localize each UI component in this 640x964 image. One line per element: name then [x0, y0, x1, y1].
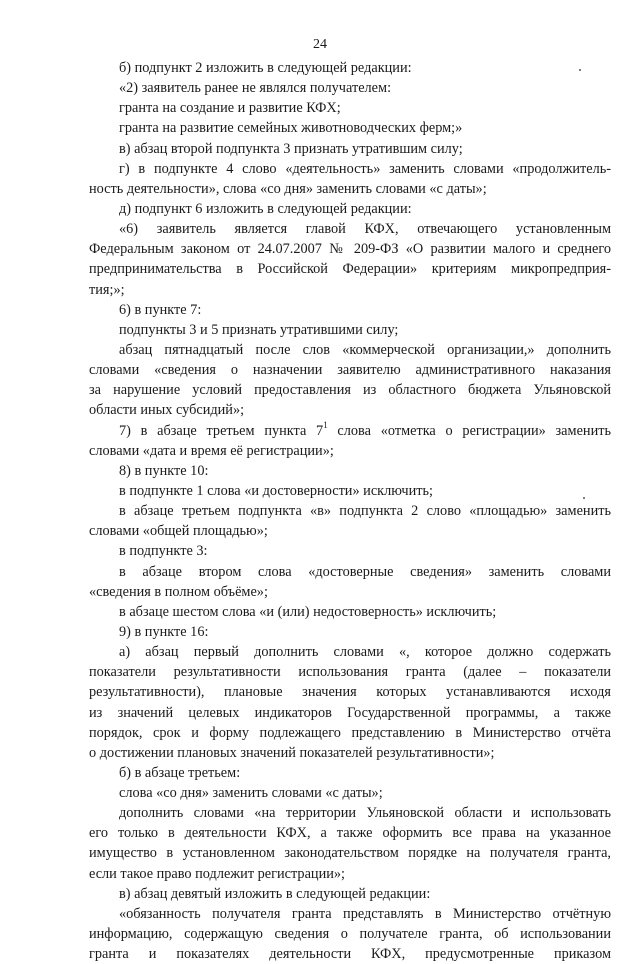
- text-line: [89, 924, 611, 944]
- text-line: [89, 461, 611, 481]
- text-line-content: имущество в установленном законодательством порядке на получателя гранта,: [89, 845, 611, 862]
- text-line-content: подпункты 3 и 5 признать утратившими силу;: [119, 321, 399, 338]
- text-line-content: в) абзац девятый изложить в следующей редакции:: [119, 885, 431, 902]
- text-line: [89, 98, 611, 118]
- text-line-content: словами «дата и время её регистрации»;: [89, 442, 334, 459]
- text-line: [89, 541, 611, 561]
- page-number: 24: [313, 37, 327, 52]
- text-line-content: в) абзац второй подпункта 3 признать утратившим силу;: [119, 140, 463, 157]
- text-line: [89, 300, 611, 320]
- text-line-content: «обязанность получателя гранта представлять в Министерство отчётную: [119, 905, 611, 922]
- text-line: [89, 159, 611, 179]
- text-line: [89, 662, 611, 682]
- text-line: [89, 884, 611, 904]
- text-line: [89, 280, 611, 300]
- text-line-content: гранта на развитие семейных животноводческих ферм;»: [119, 120, 463, 137]
- text-line-content: «6) заявитель является главой КФХ, отвечающего установленным: [119, 221, 611, 238]
- text-line: [89, 380, 611, 400]
- text-line-content: показатели результативности использования гранта (далее – показатели: [89, 664, 611, 681]
- text-line-content: в подпункте 1 слова «и достоверности» исключить;: [119, 482, 433, 499]
- text-line-content: порядок, срок и форму подлежащего представлению в Министерство отчёта: [89, 724, 611, 741]
- text-line: [89, 803, 611, 823]
- text-line: [89, 763, 611, 783]
- text-line: [89, 582, 611, 602]
- text-line-content: «сведения в полном объёме»;: [89, 583, 268, 600]
- text-line-content: б) в абзаце третьем:: [119, 764, 241, 781]
- text-line: [89, 521, 611, 541]
- text-line: [89, 320, 611, 340]
- text-line: [89, 441, 611, 461]
- text-line-content: гранта на создание и развитие КФХ;: [119, 100, 341, 117]
- text-line-continuation: слова «отметка о регистрации» заменить: [327, 422, 611, 439]
- text-line: [89, 843, 611, 863]
- text-line: [89, 360, 611, 380]
- text-line: [89, 783, 611, 803]
- text-line: [89, 219, 611, 239]
- text-line-content: абзац пятнадцатый после слов «коммерческой организации,» дополнить: [119, 341, 611, 358]
- text-line-content: д) подпункт 6 изложить в следующей редакции:: [119, 200, 412, 217]
- text-line: [89, 139, 611, 159]
- text-line-content: ность деятельности», слова «со дня» заменить словами «с даты»;: [89, 180, 487, 197]
- text-line-content: г) в подпункте 4 слово «деятельность» заменить словами «продолжитель-: [119, 160, 611, 177]
- text-line: [89, 501, 611, 521]
- text-line-content: 8) в пункте 10:: [119, 462, 209, 479]
- text-line-content: предпринимательства в Российской Федерации» критериям микропредприя-: [89, 261, 611, 278]
- text-line: [89, 944, 611, 964]
- text-line: [89, 602, 611, 622]
- text-line-content: дополнить словами «на территории Ульяновской области и использовать: [119, 805, 611, 822]
- text-line: [89, 904, 611, 924]
- scan-speck: [583, 497, 585, 499]
- text-line-content: 6) в пункте 7:: [119, 301, 202, 318]
- text-line: [89, 421, 611, 441]
- text-line-content: результативности), плановые значения которых устанавливаются исходя: [89, 684, 611, 701]
- text-line: [89, 622, 611, 642]
- text-line-content: б) подпункт 2 изложить в следующей редакции:: [119, 60, 412, 76]
- text-line-content: а) абзац первый дополнить словами «, которое должно содержать: [119, 644, 611, 661]
- text-line: [89, 259, 611, 279]
- text-line-content: в абзаце третьем подпункта «в» подпункта 2 слово «площадью» заменить: [119, 503, 611, 520]
- text-line-content: из значений целевых индикаторов Государственной программы, а также: [89, 704, 611, 721]
- text-line-content: тия;»;: [89, 281, 125, 298]
- text-line: [89, 179, 611, 199]
- text-line-content: 7) в абзаце третьем пункта 7: [119, 422, 324, 439]
- text-line: [89, 682, 611, 702]
- scan-speck: [579, 69, 581, 71]
- text-line-content: слова «со дня» заменить словами «с даты»;: [119, 785, 383, 802]
- text-line-content: «2) заявитель ранее не являлся получателем:: [119, 80, 392, 97]
- text-line-content: в абзаце втором слова «достоверные сведения» заменить словами: [119, 563, 611, 580]
- text-line-content: Федеральным законом от 24.07.2007 № 209-ФЗ «О развитии малого и среднего: [89, 241, 611, 258]
- text-line-content: в абзаце шестом слова «и (или) недостоверность» исключить;: [119, 603, 497, 620]
- text-line: [89, 743, 611, 763]
- text-line: [89, 78, 611, 98]
- text-line-content: за нарушение условий предоставления из областного бюджета Ульяновской: [89, 382, 611, 399]
- text-line: [89, 199, 611, 219]
- text-line-content: словами «общей площадью»;: [89, 523, 268, 540]
- text-line: [89, 703, 611, 723]
- text-line-content: словами «сведения о назначении заявителю административного наказания: [89, 362, 611, 379]
- text-line: [89, 481, 611, 501]
- text-line: [89, 864, 611, 884]
- text-line-content: если такое право подлежит регистрации»;: [89, 865, 345, 882]
- text-line: [89, 400, 611, 420]
- text-line-content: информацию, содержащую сведения о получателе гранта, об использовании: [89, 926, 611, 943]
- text-line-content: в подпункте 3:: [119, 543, 208, 560]
- text-line: [89, 58, 611, 78]
- text-line-content: 9) в пункте 16:: [119, 623, 209, 640]
- text-line: [89, 823, 611, 843]
- superscript: 1: [323, 420, 328, 430]
- text-line: [89, 642, 611, 662]
- text-line-content: гранта и показателях деятельности КФХ, предусмотренные приказом: [89, 946, 611, 963]
- text-line: [89, 723, 611, 743]
- text-line: [89, 340, 611, 360]
- document-body: [89, 58, 611, 964]
- text-line: [89, 239, 611, 259]
- text-line-content: о достижении плановых значений показателей результативности»;: [89, 744, 495, 761]
- text-line: [89, 118, 611, 138]
- text-line: [89, 562, 611, 582]
- text-line-content: области иных субсидий»;: [89, 402, 245, 419]
- text-line-content: его только в деятельности КФХ, а также оформить все права на указанное: [89, 825, 611, 842]
